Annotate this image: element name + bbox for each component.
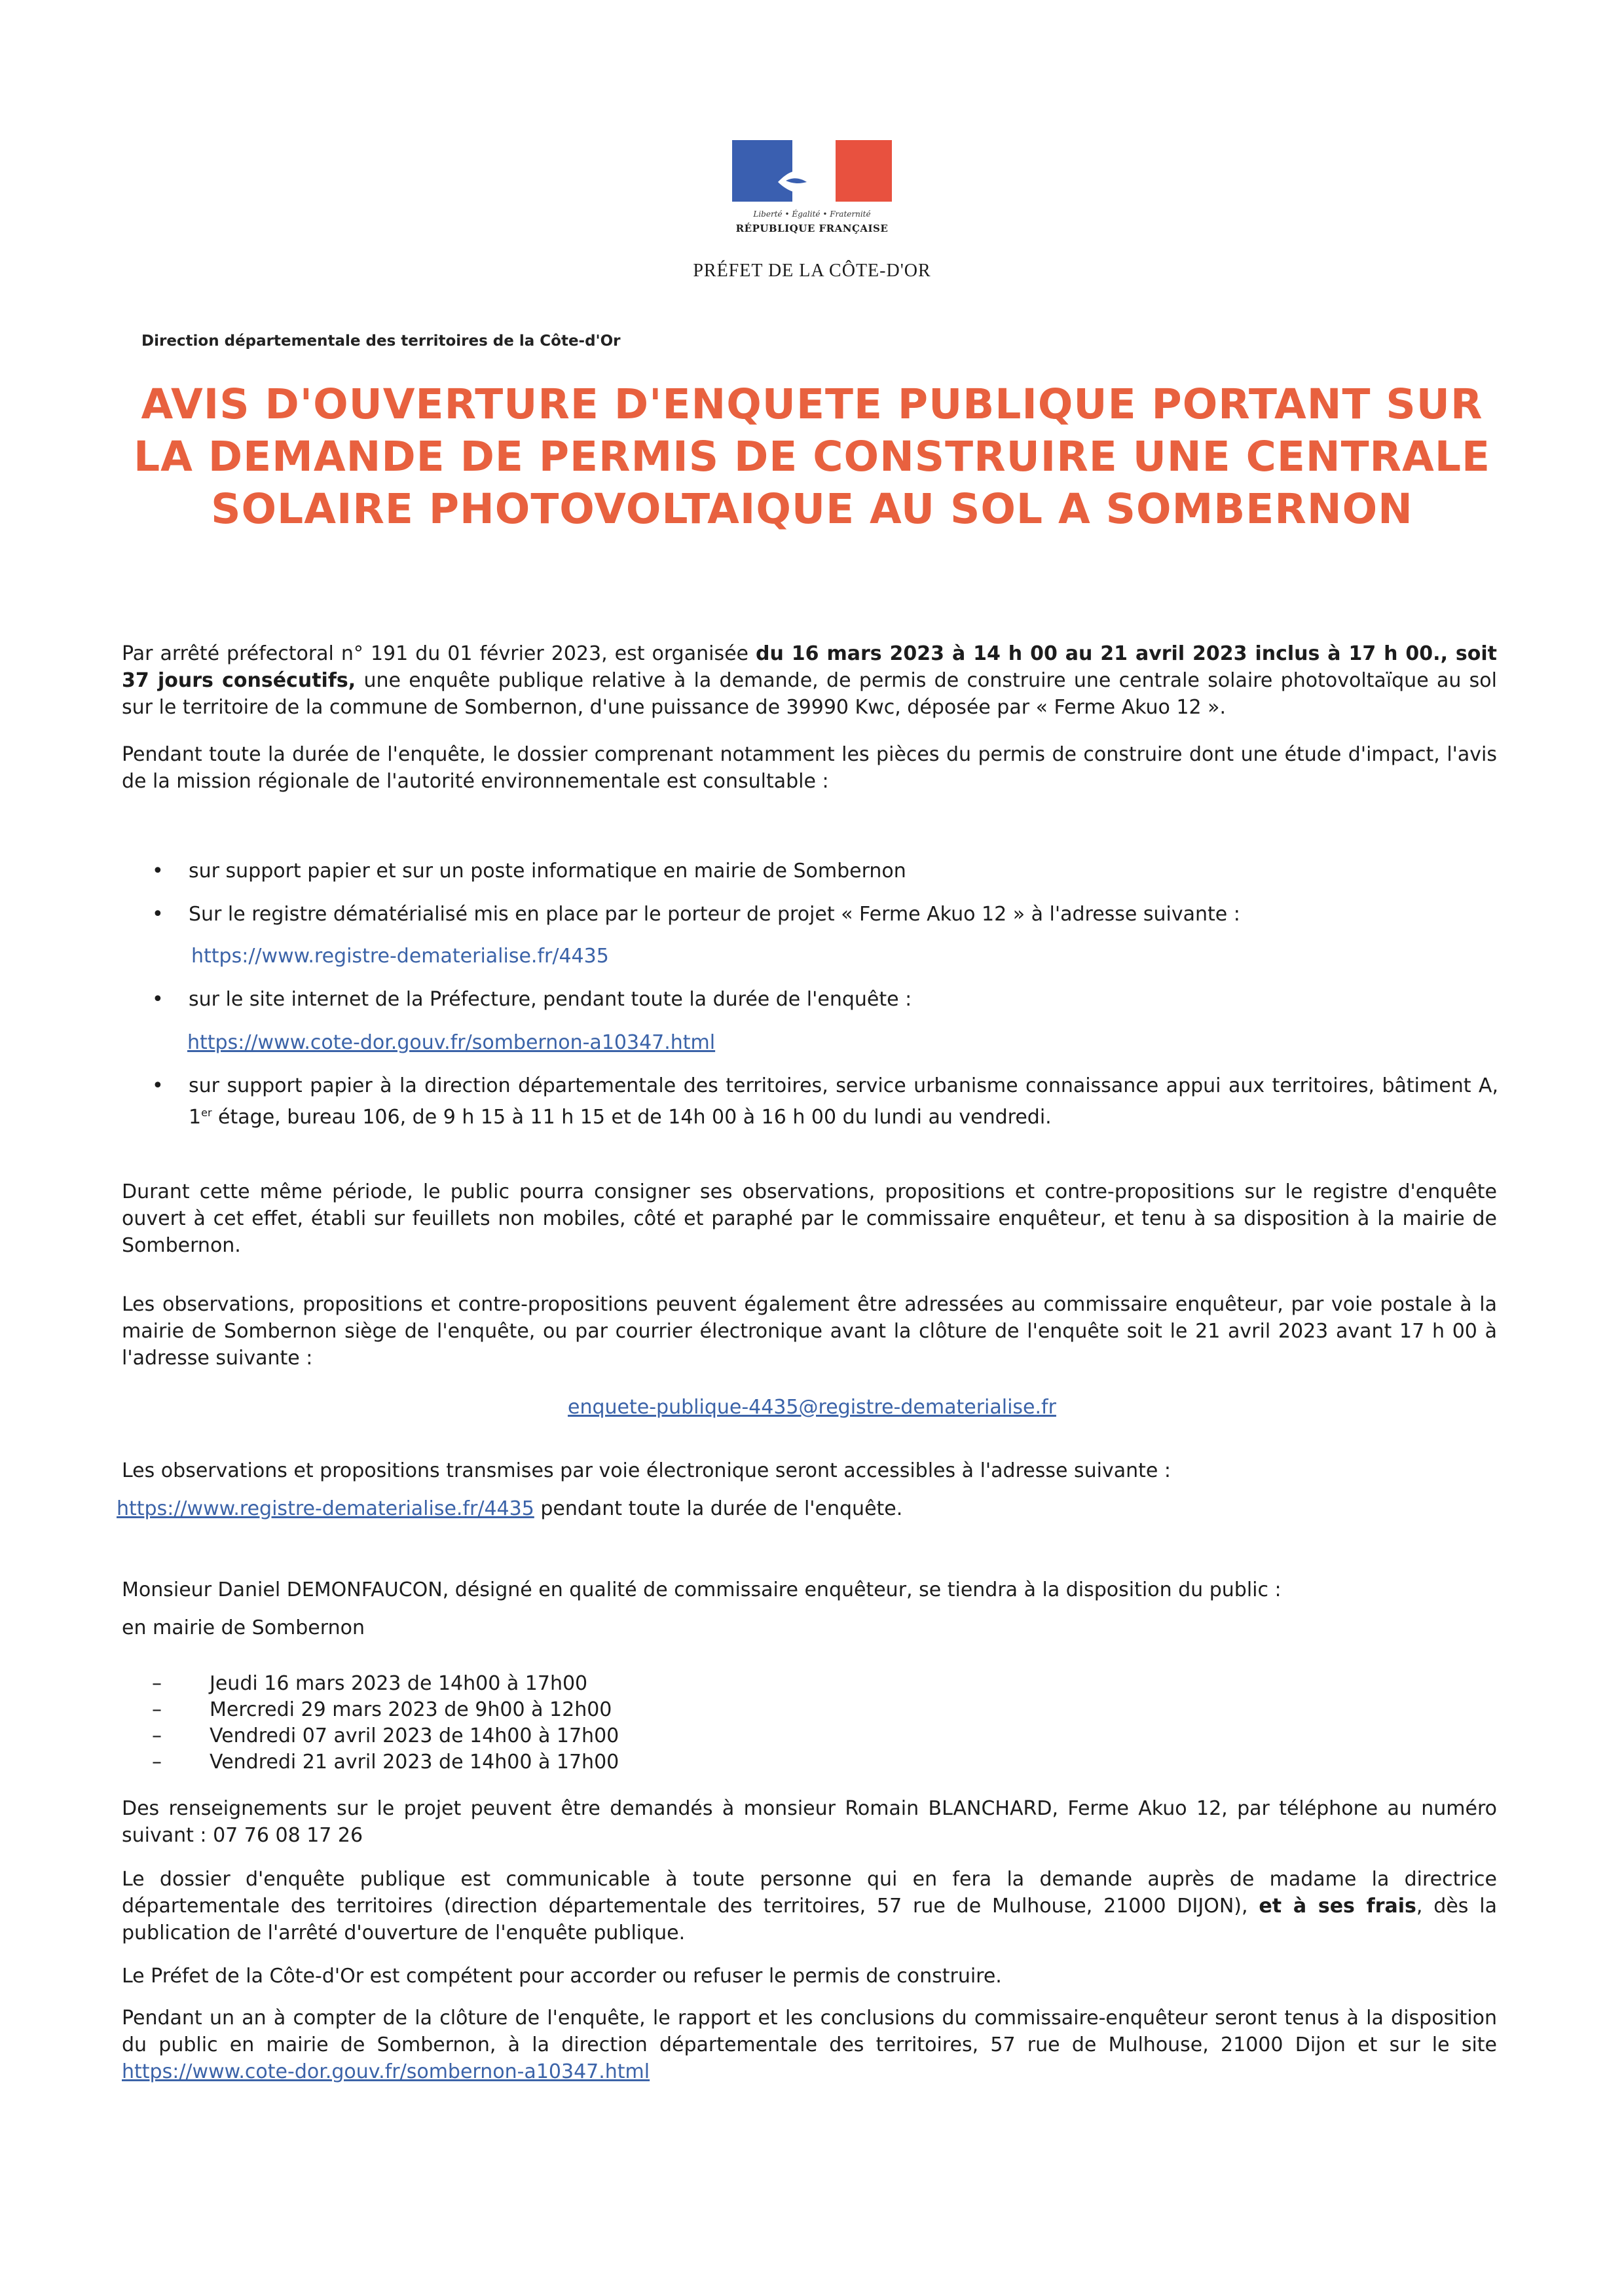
paragraph-arrete: Par arrêté préfectoral n° 191 du 01 février 2023, est organisée du 16 mars 2023 à 14 h 00 au 21 avril 2023 inclus à 17 h 00., soit 37 jours consécutifs, une enquête publique relative à la demande, de permis de construire une centrale solaire photovoltaïque au sol sur le territoire de la commune de Sombernon, d'une puissance de 39990 Kwc, déposée par « Ferme Akuo 12 ». <box>122 642 1497 719</box>
prefecture-link-2[interactable]: https://www.cote-dor.gouv.fr/sombernon-a10347.html <box>122 2060 650 2083</box>
paragraph-renseignements: Des renseignements sur le projet peuvent être demandés à monsieur Romain BLANCHARD, Ferme Akuo 12, par téléphone au numéro suivant : 07 76 08 17 26 <box>122 1797 1497 1847</box>
motto: Liberté • Égalité • Fraternité <box>753 210 871 219</box>
prefecture-link[interactable]: https://www.cote-dor.gouv.fr/sombernon-a10347.html <box>187 1031 716 1054</box>
paragraph-commissaire: Monsieur Daniel DEMONFAUCON, désigné en qualité de commissaire enquêteur, se tiendra à la disposition du public : <box>122 1578 1282 1601</box>
marianne-profile-icon <box>771 143 843 202</box>
document-title: AVIS D'OUVERTURE D'ENQUETE PUBLIQUE PORTANT SUR LA DEMANDE DE PERMIS DE CONSTRUIRE UNE CENTRALE SOLAIRE PHOTOVOLTAIQUE AU SOL A SOMBERNON <box>133 380 1490 533</box>
paragraph-rapport: Pendant un an à compter de la clôture de l'enquête, le rapport et les conclusions du commissaire-enquêteur seront tenus à la disposition du public en mairie de Sombernon, à la direction départementale des territoires, 57 rue de Mulhouse, 21000 Dijon et sur le site https://www.cote-dor.gouv.fr/sombernon-a10347.html <box>122 2007 1497 2083</box>
paragraph-communicable: Le dossier d'enquête publique est communicable à toute personne qui en fera la demande auprès de madame la directrice départementale des territoires (direction départementale des territoires, 57 rue de Mulhouse, 21000 DIJON), et à ses frais, dès la publication de l'arrêté d'ouverture de l'enquête publique. <box>122 1868 1497 1944</box>
prefet-heading: PRÉFET DE LA CÔTE-D'OR <box>693 261 931 281</box>
paragraph-electronique-link-line: https://www.registre-dematerialise.fr/4435 pendant toute la durée de l'enquête. <box>117 1497 903 1520</box>
paragraph-electronique: Les observations et propositions transmises par voie électronique seront accessibles à l'adresse suivante : <box>122 1459 1171 1482</box>
paragraph-prefet-competent: Le Préfet de la Côte-d'Or est compétent pour accorder ou refuser le permis de construire. <box>122 1965 1002 1988</box>
republique-francaise: RÉPUBLIQUE FRANÇAISE <box>735 223 889 234</box>
registre-link[interactable]: https://www.registre-dematerialise.fr/4435 <box>191 945 609 968</box>
paragraph-registre: Durant cette même période, le public pourra consigner ses observations, propositions et contre-propositions sur le registre d'enquête ouvert à cet effet, établi sur feuillets non mobiles, côté et paraphé par le commissaire enquêteur, et tenu à sa disposition à la mairie de Sombernon. <box>122 1180 1497 1257</box>
email-link[interactable]: enquete-publique-4435@registre-dematerialise.fr <box>568 1396 1056 1419</box>
paragraph-observations: Les observations, propositions et contre-propositions peuvent également être adressées au commissaire enquêteur, par voie postale à la mairie de Sombernon siège de l'enquête, ou par courrier électronique avant la clôture de l'enquête soit le 21 avril 2023 avant 17 h 00 à l'adresse suivante : <box>122 1293 1497 1370</box>
email-address <box>0 1396 1624 1419</box>
marianne-flag-icon <box>732 140 892 202</box>
registre-link-2[interactable]: https://www.registre-dematerialise.fr/4435 <box>117 1497 534 1520</box>
republique-francaise-logo <box>732 140 892 234</box>
paragraph-dossier: Pendant toute la durée de l'enquête, le dossier comprenant notamment les pièces du permis de construire dont une étude d'impact, l'avis de la mission régionale de l'autorité environnementale est consultable : <box>122 743 1497 793</box>
direction-label: Direction départementale des territoires de la Côte-d'Or <box>141 333 621 350</box>
paragraph-mairie: en mairie de Sombernon <box>122 1616 365 1639</box>
